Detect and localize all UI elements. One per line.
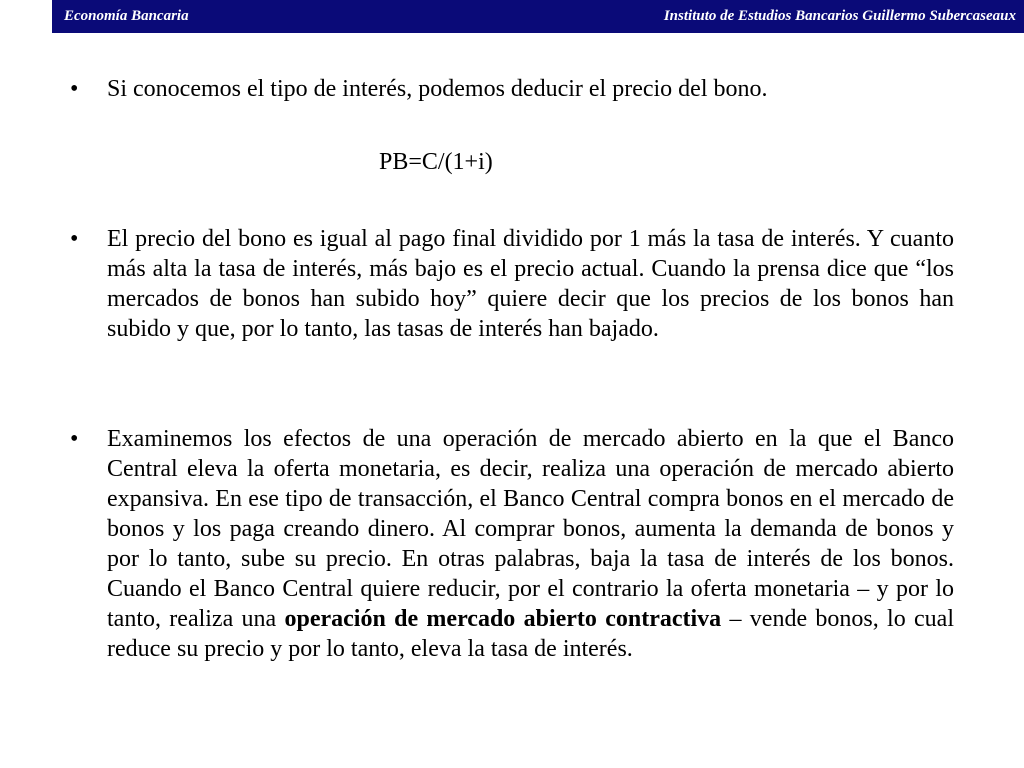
point-3-text-end: – vende bonos, lo cual reduce su precio y por lo tanto, eleva la tasa de interés. — [107, 606, 955, 662]
bullet-marker: • — [70, 76, 79, 102]
bullet-marker: • — [70, 426, 79, 452]
header-left-title: Economía Bancaria — [64, 8, 189, 24]
point-3-text — [107, 424, 954, 664]
header-right-title: Instituto de Estudios Bancarios Guillermo Subercaseaux — [663, 8, 1016, 24]
point-1-text: Si conocemos el tipo de interés, podemos deducir el precio del bono. — [107, 76, 768, 102]
point-3-bold-term: operación de mercado abierto contractiva — [284, 606, 722, 632]
bullet-marker: • — [70, 226, 79, 252]
point-2-text: El precio del bono es igual al pago final dividido por 1 más la tasa de interés. Y cuanto más alta la tasa de interés, más bajo es el precio actual. Cuando la prensa dice que “los mercados de bonos han subido hoy” quiere decir que los precios de los bonos han subido y que, por lo tanto, las tasas de interés han bajado. — [107, 226, 954, 342]
point-3-text-start: Examinemos los efectos de una operación de mercado abierto en la que el Banco Central eleva la oferta monetaria, es decir, realiza una operación de mercado abierto expansiva. En ese tipo de transacción, el Banco Central compra bonos en el mercado de bonos y los paga creando dinero. Al comprar bonos, aumenta la demanda de bonos y por lo tanto, sube su precio. En otras palabras, baja la tasa de interés de los bonos. Cuando el Banco Central quiere reducir, por el contrario la oferta monetaria – y por lo tanto, realiza una — [107, 426, 954, 632]
bond-price-formula: PB=C/(1+i) — [379, 149, 493, 175]
